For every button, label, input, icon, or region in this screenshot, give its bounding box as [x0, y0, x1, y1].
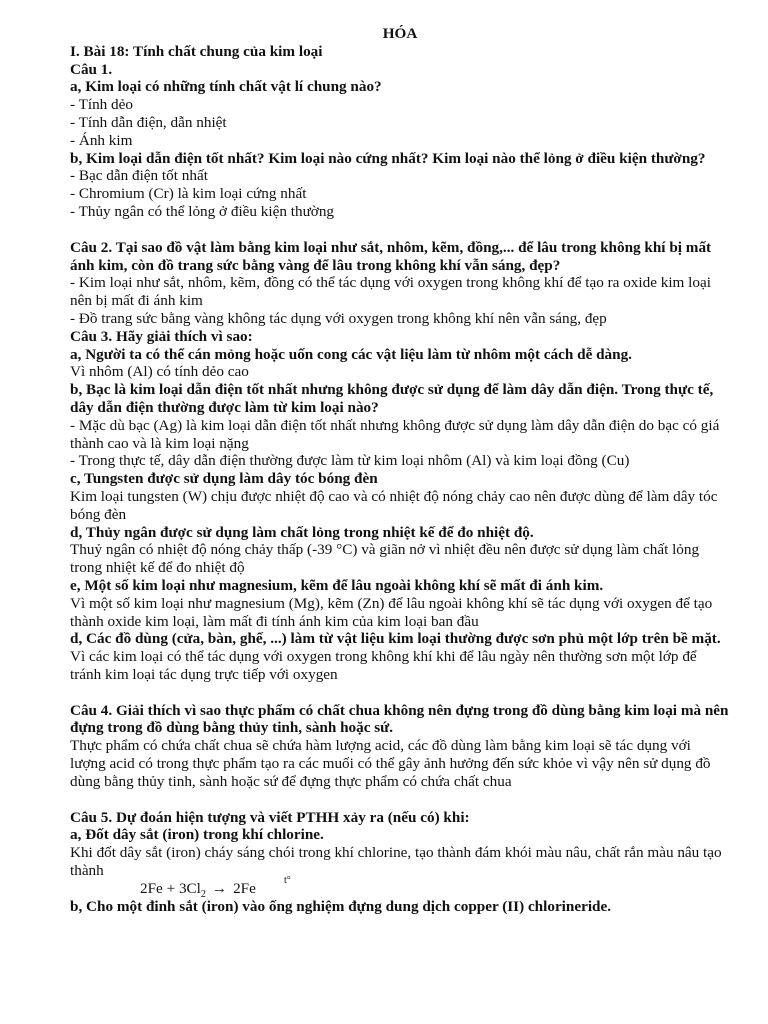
lesson-heading: I. Bài 18: Tính chất chung của kim loại: [70, 42, 323, 60]
q1-b-answer-3: - Thủy ngân có thể lỏng ở điều kiện thường: [70, 202, 335, 220]
q1-a-answer-2: - Tính dẫn điện, dẫn nhiệt: [70, 113, 227, 131]
q3-b-answer-2: - Trong thực tế, dây dẫn điện thường được làm từ kim loại nhôm (Al) và kim loại đồng (Cu): [70, 452, 630, 470]
q3-c-answer: Kim loại tungsten (W) chịu được nhiệt độ cao và có nhiệt độ nóng chảy cao nên được dùng để làm dây tóc bóng đèn: [70, 487, 718, 523]
q5-b-question: b, Cho một đinh sắt (iron) vào ống nghiệm đựng dung dịch copper (II) chlorineride.: [70, 897, 612, 915]
spacer: [70, 684, 730, 702]
q1-b-answer-2: - Chromium (Cr) là kim loại cứng nhất: [70, 185, 307, 203]
q2-question: Câu 2. Tại sao đồ vật làm bằng kim loại như sắt, nhôm, kẽm, đồng,... để lâu trong không khí bị mất ánh kim, còn đồ trang sức bằng vàng để lâu trong không khí vẫn sáng, đẹp?: [70, 238, 712, 274]
q3-e-answer: Vì một số kim loại như magnesium (Mg), kẽm (Zn) để lâu ngoài không khí sẽ tác dụng với oxygen để tạo thành oxide kim loại, làm mất đi tính ánh kim của kim loại ban đầu: [70, 594, 713, 630]
q3-a-answer: Vì nhôm (Al) có tính dẻo cao: [70, 363, 249, 381]
q3-a-question: a, Người ta có thể cán mỏng hoặc uốn cong các vật liệu làm từ nhôm một cách dễ dàng.: [70, 345, 632, 363]
document-body: [70, 25, 730, 916]
spacer: [70, 221, 730, 239]
equation-subscript: 2: [200, 888, 206, 900]
q5-question: Câu 5. Dự đoán hiện tượng và viết PTHH xảy ra (nếu có) khi:: [70, 808, 470, 826]
q3-e-question: e, Một số kim loại như magnesium, kẽm để lâu ngoài không khí sẽ mất đi ánh kim.: [70, 576, 604, 594]
equation-condition: t°: [284, 874, 291, 886]
equation-left: 2Fe + 3Cl: [140, 879, 201, 897]
q3-f-question: d, Các đồ dùng (cửa, bàn, ghế, ...) làm từ vật liệu kim loại thường được sơn phủ một lớp trên bề mặt.: [70, 630, 721, 648]
q1-a-answer-1: - Tính dẻo: [70, 96, 133, 114]
q3-label: Câu 3. Hãy giải thích vì sao:: [70, 327, 253, 345]
q2-answer-2: - Đồ trang sức bằng vàng không tác dụng với oxygen trong không khí nên vẫn sáng, đẹp: [70, 309, 607, 327]
page-title: HÓA: [382, 25, 418, 42]
spacer: [70, 791, 730, 809]
chemical-equation: [70, 874, 730, 900]
q1-b-answer-1: - Bạc dẫn điện tốt nhất: [70, 167, 208, 185]
q5-a-answer: Khi đốt dây sắt (iron) cháy sáng chói trong khí chlorine, tạo thành đám khói màu nâu, chất rắn màu nâu tạo thành: [70, 844, 722, 880]
q3-c-question: c, Tungsten được sử dụng làm dây tóc bóng đèn: [70, 470, 378, 488]
q4-question: Câu 4. Giải thích vì sao thực phẩm có chất chua không nên đựng trong đồ dùng bằng kim loại mà nên đựng trong đồ dùng bằng thủy tinh, sành hoặc sứ.: [70, 701, 729, 737]
q3-d-answer: Thuỷ ngân có nhiệt độ nóng chảy thấp (-39 °C) và giãn nở vì nhiệt đều nên được sử dụng làm chất lỏng trong nhiệt kế để đo nhiệt độ: [70, 541, 700, 577]
q2-answer-1: - Kim loại như sắt, nhôm, kẽm, đồng có thể tác dụng với oxygen trong không khí để tạo ra oxide kim loại nên bị mất đi ánh kim: [70, 274, 711, 310]
q3-b-answer-1: - Mặc dù bạc (Ag) là kim loại dẫn điện tốt nhất nhưng không được sử dụng làm dây dẫn điện do bạc có giá thành cao và là kim loại nặng: [70, 416, 720, 452]
q3-f-answer: Vì các kim loại có thể tác dụng với oxygen trong không khí khi để lâu ngày nên thường sơn một lớp để tránh kim loại tác dụng trực tiếp với oxygen: [70, 648, 697, 683]
q1-label: Câu 1.: [70, 60, 113, 78]
q1-a-answer-3: - Ánh kim: [70, 131, 133, 149]
q1-a-question: a, Kim loại có những tính chất vật lí chung nào?: [70, 78, 382, 96]
q4-answer: Thực phẩm có chứa chất chua sẽ chứa hàm lượng acid, các đồ dùng làm bằng kim loại sẽ tác dụng với lượng acid có trong thực phẩm tạo ra các muối có thể gây ảnh hưởng đến sức khỏe vì vậy nên sử dụng đồ dùng bằng thủy tinh, sành hoặc sứ để đựng thực phẩm có chứa chất chua: [70, 737, 711, 790]
q3-d-question: d, Thủy ngân được sử dụng làm chất lỏng trong nhiệt kế để đo nhiệt độ.: [70, 523, 534, 541]
equation-arrow: →: [211, 879, 228, 897]
q1-b-question: b, Kim loại dẫn điện tốt nhất? Kim loại nào cứng nhất? Kim loại nào thể lỏng ở điều kiện thường?: [70, 149, 706, 167]
equation-right: 2Fe: [233, 879, 256, 897]
q5-a-question: a, Đốt dây sắt (iron) trong khí chlorine.: [70, 826, 324, 844]
q3-b-question: b, Bạc là kim loại dẫn điện tốt nhất nhưng không được sử dụng để làm dây dẫn điện. Trong thực tế, dây dẫn điện thường được làm từ kim loại nào?: [70, 381, 714, 416]
